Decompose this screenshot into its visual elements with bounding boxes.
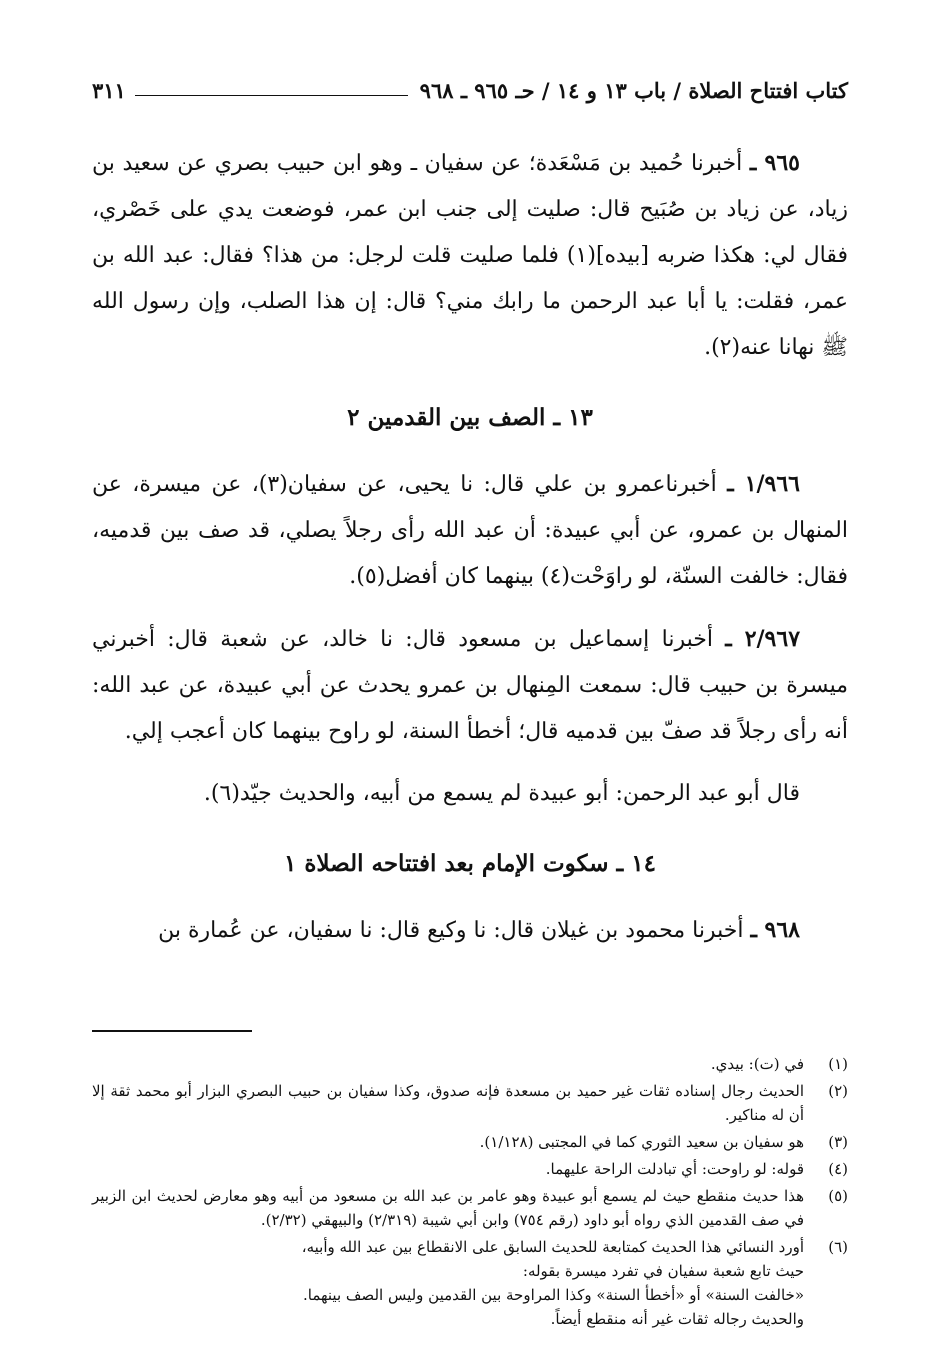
footnote-mark: (٣) — [828, 1133, 848, 1151]
footnote-text: قوله: لو راوحت: أي تبادلت الراحة عليهما. — [545, 1160, 804, 1178]
footnotes — [92, 1052, 848, 1334]
hadith-966 — [92, 461, 848, 600]
running-title: كتاب افتتاح الصلاة / باب ١٣ و ١٤ / حـ ٩٦٥ ـ ٩٦٨ — [419, 78, 848, 103]
hadith-968 — [92, 907, 848, 954]
hadith-text: أخبرناعمرو بن علي قال: نا يحيى، عن سفيان(٣)، عن ميسرة، عن المنهال بن عمرو، عن أبي عبيدة: أن عبد الله رأى رجلاً يصلي، قد صف بين قدميه، فقال: خالفت السنّة، لو راوَحْت(٤) بينهما كان أفضل(٥). — [92, 472, 848, 589]
footnote-text: أورد النسائي هذا الحديث كمتابعة للحديث السابق على الانقطاع بين عبد الله وأبيه، — [301, 1238, 804, 1256]
main-text — [92, 140, 848, 970]
footnote-rule — [92, 1030, 252, 1032]
footnote-text: حيث تابع شعبة سفيان في تفرد ميسرة بقوله: — [522, 1262, 804, 1280]
hadith-number: ١/٩٦٦ ـ — [727, 471, 800, 497]
footnote — [92, 1235, 848, 1331]
footnote-mark: (٢) — [828, 1082, 848, 1100]
page-number: ٣١١ — [92, 78, 126, 103]
footnote — [92, 1079, 848, 1127]
footnote-text: هذا حديث منقطع حيث لم يسمع أبو عبيدة وهو عامر بن عبد الله بن مسعود من أبيه وهو معارض لحديث ابن الزبير في صف القدمين الذي رواه أبو داود (رقم ٧٥٤) وابن أبي شيبة (٢/٣١٩) والبيهقي (٢/٣٢). — [92, 1187, 804, 1229]
hadith-text: أخبرنا حُميد بن مَسْعَدة؛ عن سفيان ـ وهو ابن حبيب بصري عن سعيد بن زياد، عن زياد بن صُبَيح قال: صليت إلى جنب ابن عمر، فوضعت يدي على خَصْري، فقال لي: هكذا ضربه [بيده](١) فلما صليت قلت لرجل: من هذا؟ فقال: عبد الله بن عمر، فقلت: يا أبا عبد الرحمن ما رابك مني؟ قال: إن هذا الصلب، وإن رسول الله ﷺ نهانا عنه(٢). — [92, 151, 848, 360]
footnote-text: هو سفيان بن سعيد الثوري كما في المجتبى (١/١٢٨). — [479, 1133, 804, 1151]
hadith-number: ٩٦٥ ـ — [749, 150, 800, 176]
footnote — [92, 1184, 848, 1232]
hadith-number: ٩٦٨ ـ — [750, 917, 800, 943]
footnote-mark: (١) — [828, 1055, 848, 1073]
section-heading-13: ١٣ ـ الصف بين القدمين ٢ — [347, 404, 593, 431]
footnote-mark: (٤) — [828, 1160, 848, 1178]
footnote — [92, 1052, 848, 1076]
hadith-967 — [92, 616, 848, 755]
footnote-mark: (٦) — [828, 1238, 848, 1256]
hadith-text: أخبرنا محمود بن غيلان قال: نا وكيع قال: نا سفيان، عن عُمارة بن — [158, 918, 744, 943]
header-rule — [135, 95, 408, 96]
book-page — [92, 70, 848, 1330]
footnote-text: والحديث رجاله ثقات غير أنه منقطع أيضاً. — [550, 1310, 804, 1328]
footnote-mark: (٥) — [828, 1187, 848, 1205]
section-heading-14: ١٤ ـ سكوت الإمام بعد افتتاحه الصلاة ١ — [284, 850, 656, 877]
running-header — [92, 78, 848, 112]
author-comment: قال أبو عبد الرحمن: أبو عبيدة لم يسمع من أبيه، والحديث جيّد(٦). — [203, 781, 800, 806]
footnote-text: في (ت): بيدي. — [710, 1055, 804, 1073]
footnote — [92, 1130, 848, 1154]
footnote — [92, 1157, 848, 1181]
hadith-number: ٢/٩٦٧ ـ — [725, 626, 801, 652]
footnote-text: «خالفت السنة» أو «أخطأ السنة» وكذا المراوحة بين القدمين وليس الصف بينهما. — [302, 1286, 804, 1304]
footnote-text: الحديث رجال إسناده ثقات غير حميد بن مسعدة فإنه صدوق، وكذا سفيان بن حبيب البصري البزار أبو محمد ثقة إلا أن له مناكير. — [92, 1082, 804, 1124]
hadith-text: أخبرنا إسماعيل بن مسعود قال: نا خالد، عن شعبة قال: أخبرني ميسرة بن حبيب قال: سمعت المِنهال بن عمرو يحدث عن أبي عبيدة، عن عبد الله: أنه رأى رجلاً قد صفّ بين قدميه قال؛ أخطأ السنة، لو راوح بينهما كان أعجب إلي. — [92, 627, 848, 744]
hadith-965 — [92, 140, 848, 371]
